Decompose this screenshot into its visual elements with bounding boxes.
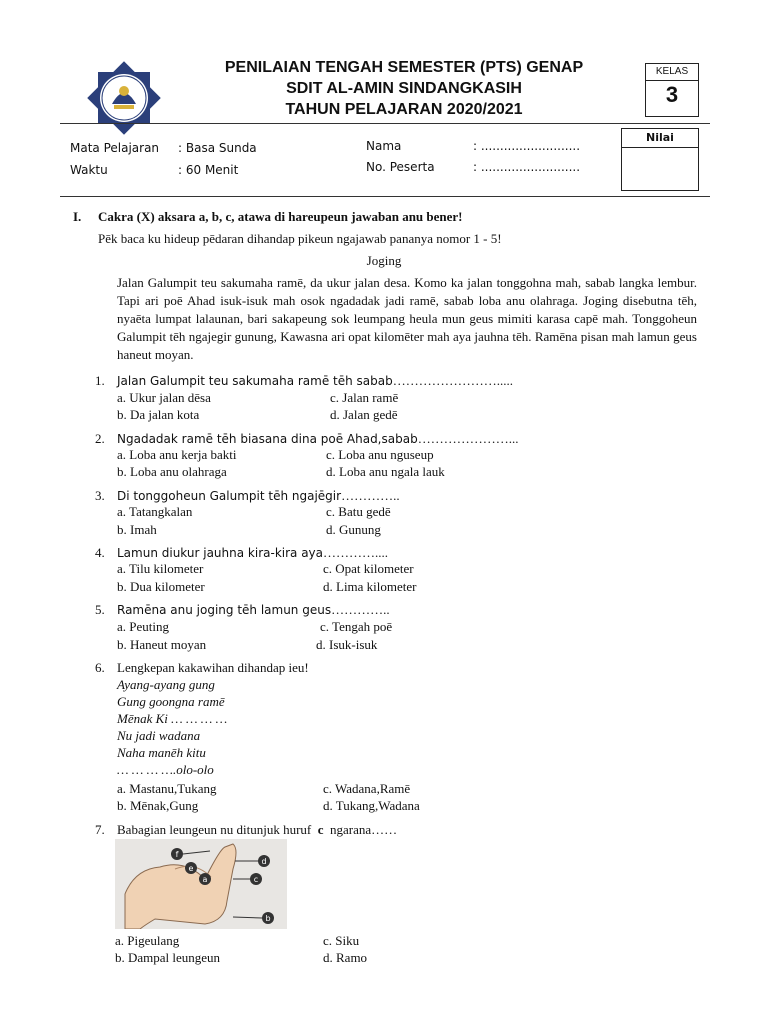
q5-option-b[interactable]: b. Haneut moyan — [117, 637, 207, 652]
q1-option-b[interactable]: b. Da jalan kota — [117, 407, 200, 422]
kelas-label: KELAS — [646, 64, 698, 81]
name-label: Nama — [366, 139, 402, 153]
question-4-text: Lamun diukur jauhna kira-kira aya — [117, 546, 324, 560]
question-4-dots: ………….... — [323, 545, 389, 560]
arm-illustration — [115, 839, 287, 929]
arm-label-d: d — [261, 857, 267, 866]
question-6-text: Lengkepan kakawihan dihandap ieu! — [117, 660, 309, 675]
question-5-text: Ramēna anu joging tēh lamun geus — [117, 603, 332, 617]
q2-option-a[interactable]: a. Loba anu kerja bakti — [117, 447, 237, 462]
q6-option-a[interactable]: a. Mastanu,Tukang — [117, 781, 217, 796]
question-7-text2: ngarana — [330, 822, 372, 837]
q5-option-a[interactable]: a. Peuting — [117, 619, 169, 634]
q7-option-b[interactable]: b. Dampal leungeun — [115, 950, 221, 965]
school-name: SDIT AL-AMIN SINDANGKASIH — [286, 80, 522, 97]
q3-option-a[interactable]: a. Tatangkalan — [117, 504, 193, 519]
q7-option-d[interactable]: d. Ramo — [323, 950, 368, 965]
q6-option-b[interactable]: b. Mēnak,Gung — [117, 798, 199, 813]
nilai-label: Nilai — [622, 129, 698, 148]
info-divider — [60, 196, 710, 197]
question-6-number: 6. — [95, 660, 105, 675]
school-logo — [84, 58, 164, 138]
academic-year: TAHUN PELAJARAN 2020/2021 — [285, 101, 523, 118]
participant-field[interactable]: : .......................... — [473, 160, 581, 174]
q2-option-c[interactable]: c. Loba anu nguseup — [326, 447, 434, 462]
q4-option-a[interactable]: a. Tilu kilometer — [117, 561, 204, 576]
q2-option-b[interactable]: b. Loba anu olahraga — [117, 464, 227, 479]
subject-value: : Basa Sunda — [178, 141, 257, 155]
question-2-text: Ngadadak ramē tēh biasana dina poē Ahad,sabab — [117, 432, 418, 446]
kelas-box — [645, 63, 699, 117]
q7-option-c[interactable]: c. Siku — [323, 933, 360, 948]
question-2-number: 2. — [95, 431, 105, 446]
poem-line-3: Mēnak Ki … … … … — [117, 711, 228, 726]
reading-title: Joging — [366, 253, 402, 268]
question-7-dots: …… — [371, 822, 398, 837]
time-value: : 60 Menit — [178, 163, 239, 177]
question-1-dots: ……………………..... — [392, 373, 513, 388]
logo-emblem-icon — [84, 58, 164, 138]
sub-instruction: Pēk baca ku hideup pēdaran dihandap pikeun ngajawab pananya nomor 1 - 5! — [98, 231, 502, 246]
q3-option-b[interactable]: b. Imah — [117, 522, 157, 537]
question-1-text: Jalan Galumpit teu sakumaha ramē tēh sabab — [117, 374, 393, 388]
question-1-number: 1. — [95, 373, 105, 388]
arm-label-c: c — [253, 875, 259, 884]
q2-option-d[interactable]: d. Loba anu ngala lauk — [326, 464, 445, 479]
reading-text: Jalan Galumpit teu sakumaha ramē, da ukur jalan desa. Komo ka jalan tonggohna mah, sabab langka lembur. Tapi ari poē Ahad isuk-isuk mah osok ngadadak jadi ramē, sabab loba anu olahraga. Joging disebutna tēh, nyaēta lumpat lalaunan, bari sakapeung sok leumpang heula mun geus mimiti karasa capē mah. Tonggoheun Galumpit tēh ngajegir gunung, Kawasna ari opat kilomēter mah aya jauhna tēh. Ramēna pisan mah lamun geus haneut moyan. — [117, 275, 697, 362]
poem-line-6: … … … ….olo-olo — [117, 762, 214, 777]
name-field[interactable]: : .......................... — [473, 139, 581, 153]
q4-option-d[interactable]: d. Lima kilometer — [323, 579, 417, 594]
q5-option-d[interactable]: d. Isuk-isuk — [316, 637, 378, 652]
participant-label: No. Peserta — [366, 160, 435, 174]
poem-line-2: Gung goongna ramē — [117, 694, 225, 709]
q5-option-c[interactable]: c. Tengah poē — [320, 619, 393, 634]
poem-line-1: Ayang-ayang gung — [117, 677, 215, 692]
arm-image-icon — [115, 839, 287, 929]
q7-option-a[interactable]: a. Pigeulang — [115, 933, 180, 948]
question-7-number: 7. — [95, 822, 105, 837]
q1-option-d[interactable]: d. Jalan gedē — [330, 407, 398, 422]
q6-option-c[interactable]: c. Wadana,Ramē — [323, 781, 411, 796]
question-3-number: 3. — [95, 488, 105, 503]
section-number: I. — [73, 209, 82, 224]
q4-option-b[interactable]: b. Dua kilometer — [117, 579, 205, 594]
header-divider — [60, 123, 710, 124]
arm-label-b: b — [265, 914, 271, 923]
poem-line-4: Nu jadi wadana — [117, 728, 201, 743]
time-label: Waktu — [70, 163, 108, 177]
question-7-text: Babagian leungeun nu ditunjuk huruf — [117, 822, 312, 837]
q3-option-c[interactable]: c. Batu gedē — [326, 504, 391, 519]
q6-option-d[interactable]: d. Tukang,Wadana — [323, 798, 420, 813]
question-7-letter: c — [317, 822, 324, 837]
kelas-value: 3 — [665, 82, 679, 107]
question-3-text: Di tonggoheun Galumpit tēh ngajēgir — [117, 489, 342, 503]
arm-label-a: a — [202, 875, 208, 884]
question-5-dots: ………….. — [331, 602, 390, 617]
q4-option-c[interactable]: c. Opat kilometer — [323, 561, 414, 576]
poem-line-5: Naha manēh kitu — [117, 745, 206, 760]
question-2-dots: …………………... — [417, 431, 519, 446]
question-5-number: 5. — [95, 602, 105, 617]
arm-label-f: f — [175, 850, 179, 859]
q3-option-d[interactable]: d. Gunung — [326, 522, 381, 537]
arm-label-e: e — [188, 864, 194, 873]
section-instruction: Cakra (X) aksara a, b, c, atawa di hareupeun jawaban anu bener! — [98, 209, 463, 224]
q1-option-c[interactable]: c. Jalan ramē — [330, 390, 399, 405]
subject-label: Mata Pelajaran — [70, 141, 160, 155]
question-4-number: 4. — [95, 545, 105, 560]
nilai-box — [621, 128, 699, 191]
question-3-dots: ………….. — [341, 488, 400, 503]
q1-option-a[interactable]: a. Ukur jalan dēsa — [117, 390, 211, 405]
exam-title: PENILAIAN TENGAH SEMESTER (PTS) GENAP — [224, 59, 584, 76]
